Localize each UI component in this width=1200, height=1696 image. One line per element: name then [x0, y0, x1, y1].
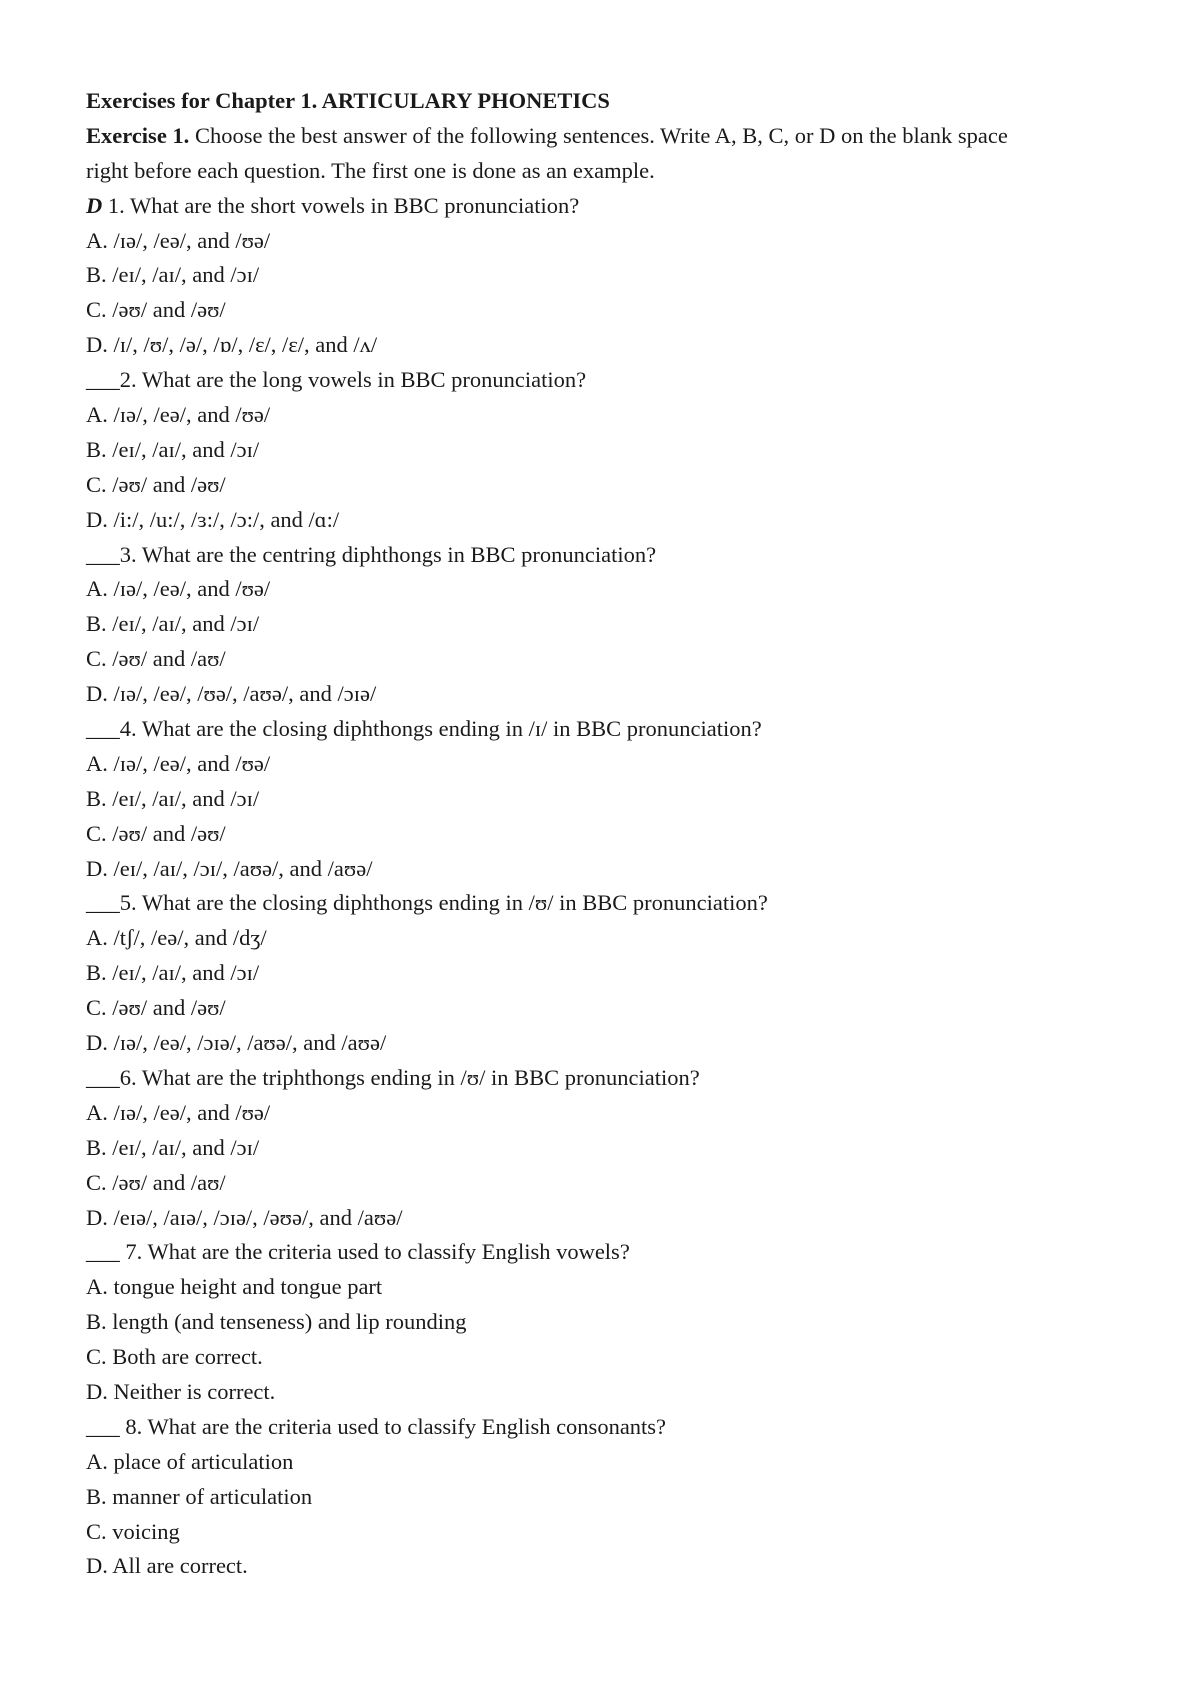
option-8b: B. manner of articulation — [86, 1483, 313, 1509]
option-7d: D. Neither is correct. — [86, 1378, 276, 1404]
option-4b: B. /eɪ/, /aɪ/, and /ɔɪ/ — [86, 785, 260, 811]
question-3 — [86, 538, 1126, 573]
answer-blank-8: ___ — [86, 1413, 120, 1439]
option-1b: B. /eɪ/, /aɪ/, and /ɔɪ/ — [86, 262, 260, 288]
question-text-4: What are the closing diphthongs ending in /ɪ/ in BBC pronunciation? — [136, 716, 762, 742]
option-5a: A. /tʃ/, /eə/, and /dʒ/ — [86, 925, 267, 951]
question-text-8: 8. What are the criteria used to classify English consonants? — [119, 1413, 667, 1439]
question-8 — [86, 1410, 1126, 1445]
question-text-1: 1. What are the short vowels in BBC pronunciation? — [102, 192, 580, 218]
option-6d: D. /eɪə/, /aɪə/, /ɔɪə/, /əʊə/, and /aʊə/ — [86, 1204, 403, 1230]
question-text-5: What are the closing diphthongs ending in /ʊ/ in BBC pronunciation? — [136, 890, 768, 916]
instruction-text-1: Choose the best answer of the following sentences. Write A, B, C, or D on the blank space — [189, 122, 1008, 148]
option-7b: B. length (and tenseness) and lip rounding — [86, 1309, 467, 1335]
question-text-2: What are the long vowels in BBC pronunciation? — [136, 367, 587, 393]
option-2c: C. /əʊ/ and /əʊ/ — [86, 471, 226, 497]
option-4d: D. /eɪ/, /aɪ/, /ɔɪ/, /aʊə/, and /aʊə/ — [86, 855, 373, 881]
option-6c: C. /əʊ/ and /aʊ/ — [86, 1169, 226, 1195]
answer-blank-7: ___ — [86, 1239, 120, 1265]
option-8a: A. place of articulation — [86, 1448, 294, 1474]
exercise-label: Exercise 1. — [86, 122, 190, 148]
question-6 — [86, 1061, 1126, 1096]
option-1a: A. /ɪə/, /eə/, and /ʊə/ — [86, 227, 271, 253]
question-text-3: What are the centring diphthongs in BBC pronunciation? — [136, 541, 657, 567]
question-text-7: 7. What are the criteria used to classify English vowels? — [119, 1239, 630, 1265]
question-4 — [86, 712, 1126, 747]
answer-blank-5: ___5. — [86, 890, 137, 916]
option-7a: A. tongue height and tongue part — [86, 1274, 383, 1300]
option-4c: C. /əʊ/ and /əʊ/ — [86, 820, 226, 846]
option-3c: C. /əʊ/ and /aʊ/ — [86, 646, 226, 672]
answer-blank-6: ___6. — [86, 1064, 137, 1090]
option-7c: C. Both are correct. — [86, 1344, 263, 1370]
question-2 — [86, 363, 1126, 398]
answer-blank-1: D — [86, 192, 103, 218]
option-5b: B. /eɪ/, /aɪ/, and /ɔɪ/ — [86, 960, 260, 986]
question-text-6: What are the triphthongs ending in /ʊ/ in BBC pronunciation? — [136, 1064, 700, 1090]
answer-blank-4: ___4. — [86, 716, 137, 742]
question-7 — [86, 1235, 1126, 1270]
answer-blank-3: ___3. — [86, 541, 137, 567]
option-1c: C. /əʊ/ and /əʊ/ — [86, 297, 226, 323]
option-4a: A. /ɪə/, /eə/, and /ʊə/ — [86, 750, 271, 776]
option-5d: D. /ɪə/, /eə/, /ɔɪə/, /aʊə/, and /aʊə/ — [86, 1030, 387, 1056]
option-6b: B. /eɪ/, /aɪ/, and /ɔɪ/ — [86, 1134, 260, 1160]
option-8d: D. All are correct. — [86, 1553, 248, 1579]
instruction-text-2: right before each question. The first one is done as an example. — [86, 157, 655, 183]
option-3a: A. /ɪə/, /eə/, and /ʊə/ — [86, 576, 271, 602]
document-page — [86, 84, 1126, 1584]
document-title: Exercises for Chapter 1. ARTICULARY PHONETICS — [86, 88, 610, 113]
option-2a: A. /ɪə/, /eə/, and /ʊə/ — [86, 402, 271, 428]
option-1d: D. /ɪ/, /ʊ/, /ə/, /ɒ/, /ɛ/, /ɛ/, and /ʌ/ — [86, 332, 378, 358]
exercise-instruction — [86, 119, 1126, 154]
option-2d: D. /i:/, /u:/, /ɜ:/, /ɔ:/, and /ɑ:/ — [86, 506, 340, 532]
option-6a: A. /ɪə/, /eə/, and /ʊə/ — [86, 1099, 271, 1125]
option-2b: B. /eɪ/, /aɪ/, and /ɔɪ/ — [86, 436, 260, 462]
answer-blank-2: ___2. — [86, 367, 137, 393]
option-3d: D. /ɪə/, /eə/, /ʊə/, /aʊə/, and /ɔɪə/ — [86, 681, 377, 707]
option-3b: B. /eɪ/, /aɪ/, and /ɔɪ/ — [86, 611, 260, 637]
option-8c: C. voicing — [86, 1518, 180, 1544]
option-5c: C. /əʊ/ and /əʊ/ — [86, 995, 226, 1021]
question-5 — [86, 886, 1126, 921]
question-1 — [86, 189, 1126, 224]
